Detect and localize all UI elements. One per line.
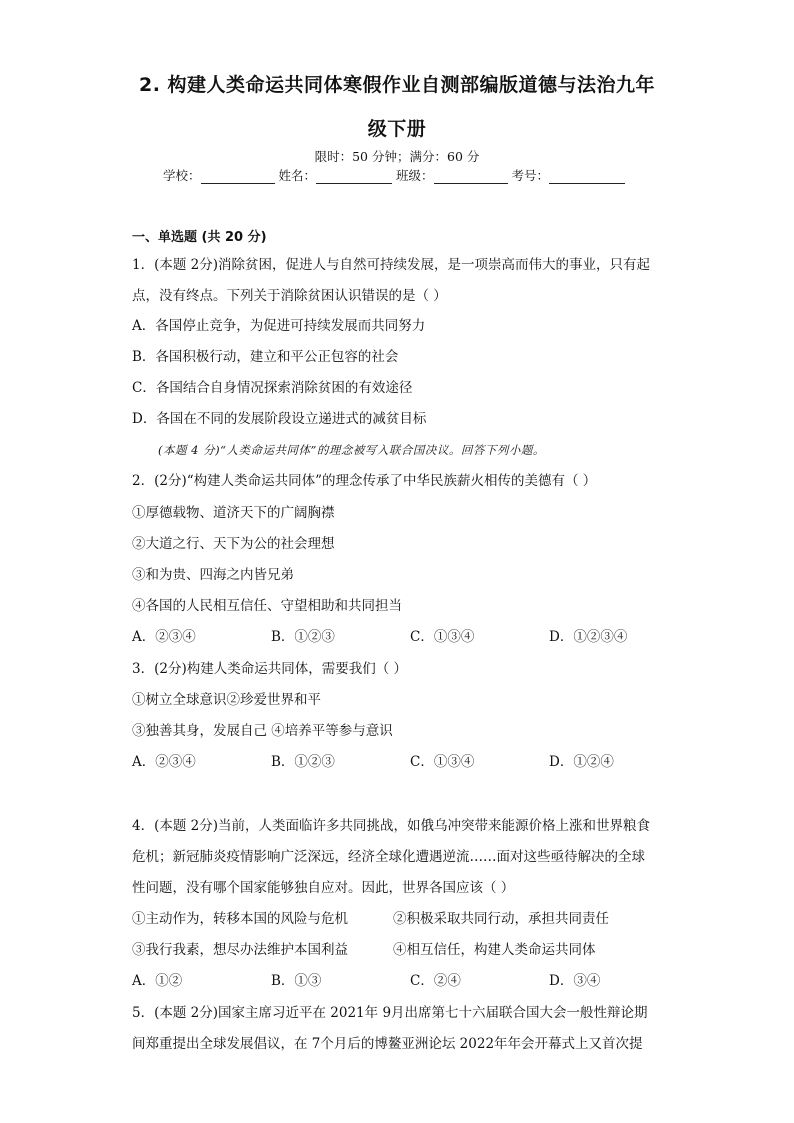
q2-option-a: A．②③④ (132, 629, 196, 645)
section-title: 一、单选题 (共 20 分) (132, 230, 267, 245)
q3-option-a: A．②③④ (132, 754, 196, 770)
q4-option-a: A．①② (132, 973, 183, 989)
q3-statement-2: ③独善其身，发展自己 ④培养平等参与意识 (132, 723, 393, 739)
exam-meta: 限时：50 分钟；满分：60 分 (314, 149, 480, 164)
q2-statement-1: ①厚德载物、道济天下的广阔胸襟 (132, 505, 335, 521)
q1-option-a: A．各国停止竞争，为促进可持续发展而共同努力 (132, 318, 426, 334)
q4-stem-line-2: 危机；新冠肺炎疫情影响广泛深远，经济全球化遭遇逆流……面对这些亟待解决的全球 (132, 849, 645, 865)
q3-option-c: C．①③④ (410, 754, 475, 770)
q3-statement-1: ①树立全球意识②珍爱世界和平 (132, 692, 321, 708)
number-blank[interactable] (549, 169, 625, 184)
q2-stem: 2．(2分)“构建人类命运共同体”的理念传承了中华民族薪火相传的美德有（ ） (132, 473, 597, 489)
name-label: 姓名： (278, 168, 317, 183)
q4-statement-3: ③我行我素，想尽办法维护本国利益 (132, 942, 348, 958)
q3-stem: 3．(2分)构建人类命运共同体，需要我们（ ） (132, 661, 408, 677)
q2-option-d: D．①②③④ (549, 629, 628, 645)
q1-option-b: B．各国积极行动，建立和平公正包容的社会 (132, 349, 399, 365)
q1-stem-line-2: 点，没有终点。下列关于消除贫困认识错误的是（ ） (132, 288, 447, 304)
q2-statement-4: ④各国的人民相互信任、守望相助和共同担当 (132, 598, 402, 614)
q1-stem-line-1: 1．(本题 2分)消除贫困，促进人与自然可持续发展，是一项崇高而伟大的事业，只有起 (132, 257, 651, 273)
q3-option-d: D．①②④ (549, 754, 614, 770)
group-note: (本题 4 分)“人类命运共同体”的理念被写入联合国决议。回答下列小题。 (158, 443, 545, 457)
q2-statement-3: ③和为贵、四海之内皆兄弟 (132, 567, 294, 583)
q4-stem-line-3: 性问题，没有哪个国家能够独自应对。因此，世界各国应该（ ） (132, 880, 515, 896)
document-title-line-2: 级下册 (367, 118, 427, 140)
student-info-fields (163, 166, 625, 184)
q4-statement-4: ④相互信任，构建人类命运共同体 (393, 942, 596, 958)
q2-statement-2: ②大道之行、天下为公的社会理想 (132, 536, 335, 552)
document-title-line-1: 2. 构建人类命运共同体寒假作业自测部编版道德与法治九年 (138, 74, 656, 96)
q1-option-c: C．各国结合自身情况探索消除贫困的有效途径 (132, 380, 413, 396)
class-blank[interactable] (434, 169, 508, 184)
q1-option-d: D．各国在不同的发展阶段设立递进式的减贫目标 (132, 411, 427, 427)
q4-option-b: B．①③ (271, 973, 322, 989)
q2-option-b: B．①②③ (271, 629, 335, 645)
number-label: 考号： (511, 168, 550, 183)
q4-statement-1: ①主动作为，转移本国的风险与危机 (132, 911, 348, 927)
q3-option-b: B．①②③ (271, 754, 335, 770)
school-label: 学校： (163, 168, 201, 183)
school-blank[interactable] (201, 169, 275, 184)
q2-option-c: C．①③④ (410, 629, 475, 645)
q5-stem-line-2: 间郑重提出全球发展倡议，在 7个月后的博鳌亚洲论坛 2022年年会开幕式上又首次提 (132, 1036, 643, 1052)
q4-stem-line-1: 4．(本题 2分)当前，人类面临许多共同挑战，如俄乌冲突带来能源价格上涨和世界粮食 (132, 818, 651, 834)
name-blank[interactable] (316, 169, 392, 184)
q4-option-c: C．②④ (410, 973, 461, 989)
q4-option-d: D．③④ (549, 973, 601, 989)
q4-statement-2: ②积极采取共同行动，承担共同责任 (393, 911, 609, 927)
q5-stem-line-1: 5．(本题 2分)国家主席习近平在 2021年 9月出席第七十六届联合国大会一般性辩论期 (132, 1005, 648, 1021)
class-label: 班级： (396, 168, 434, 183)
